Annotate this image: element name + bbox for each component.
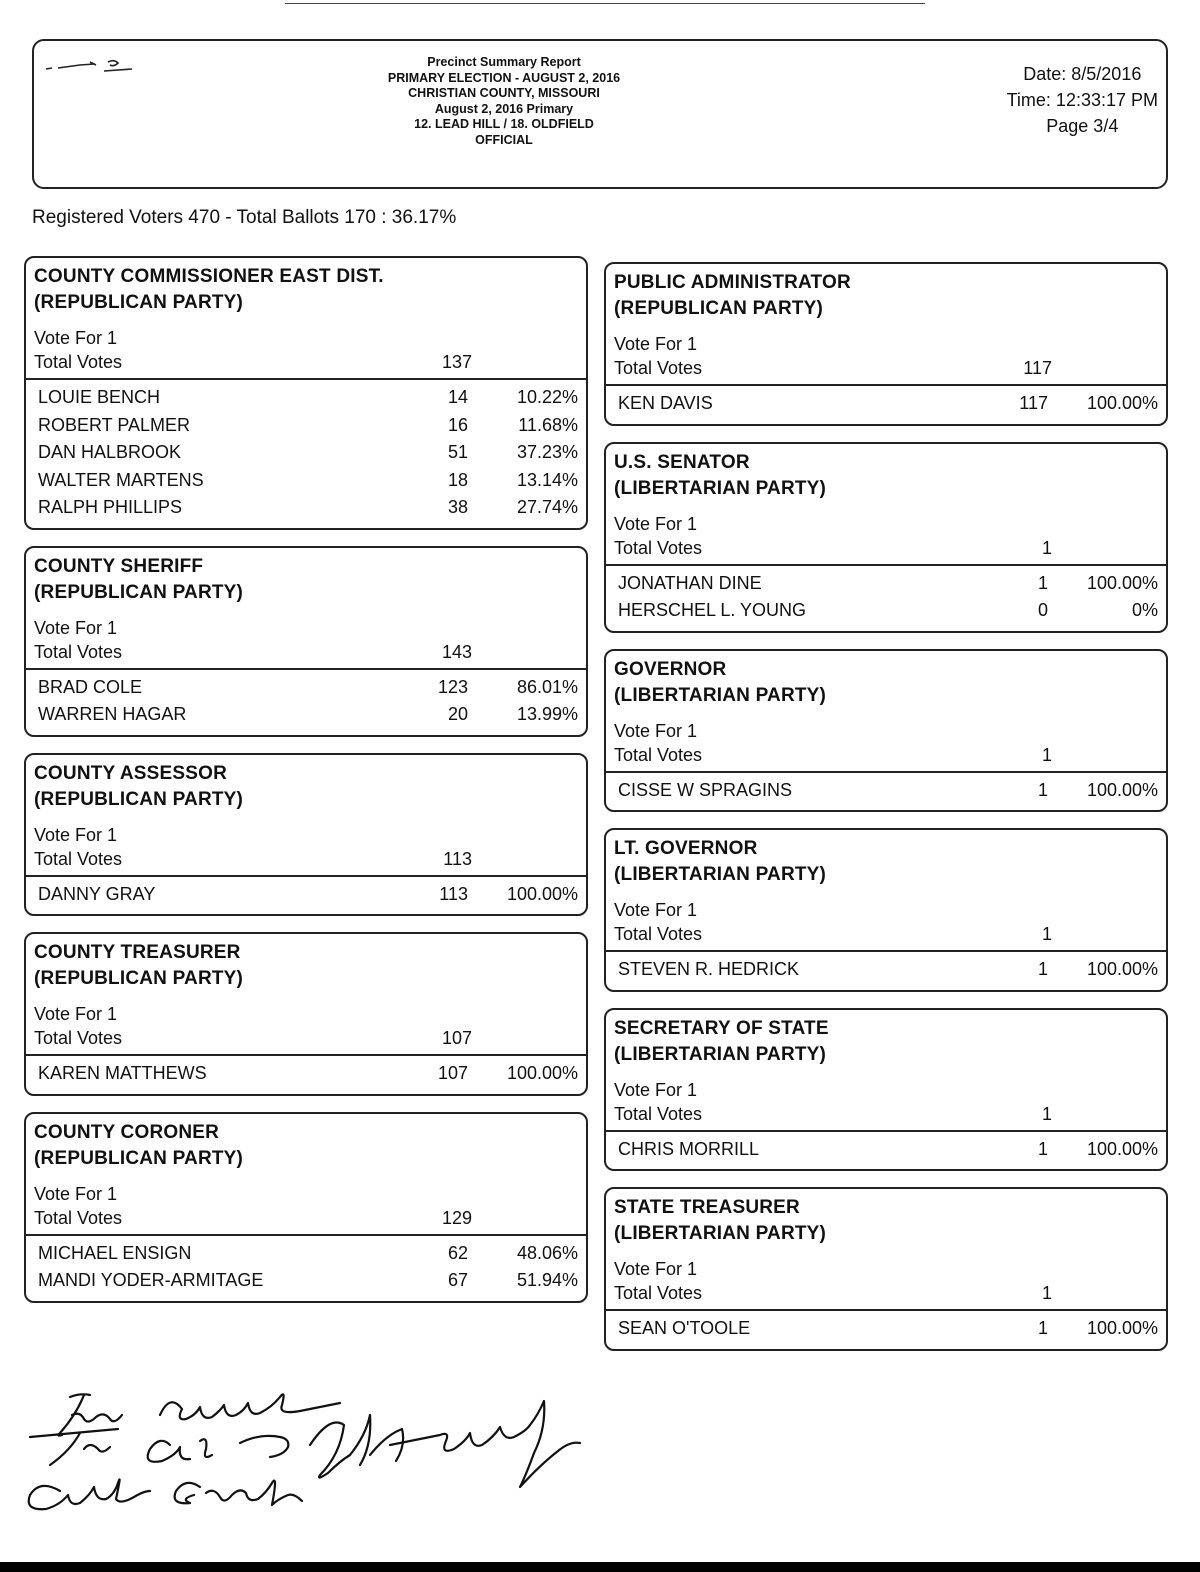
vote-for-label: Vote For 1 <box>34 1004 118 1024</box>
total-votes-row <box>614 536 1158 564</box>
candidate-percent: 100.00% <box>1086 959 1158 979</box>
candidate-votes: 1 <box>1037 572 1048 593</box>
candidate-row <box>38 384 578 412</box>
total-votes-row <box>34 847 578 875</box>
candidate-row <box>38 1240 578 1268</box>
vote-for-label: Vote For 1 <box>614 1259 698 1279</box>
candidate-row <box>38 674 578 702</box>
candidate-name: MANDI YODER-ARMITAGE <box>38 1270 264 1290</box>
left-race-column <box>24 256 588 1319</box>
race-header <box>26 548 586 668</box>
candidate-row <box>618 390 1158 418</box>
race-party: (REPUBLICAN PARTY) <box>34 1147 244 1169</box>
candidate-list <box>26 1234 586 1301</box>
race-box <box>24 753 588 917</box>
candidate-name: WARREN HAGAR <box>38 704 187 724</box>
race-box <box>604 1008 1168 1172</box>
race-box <box>604 649 1168 813</box>
candidate-name: JONATHAN DINE <box>618 572 762 593</box>
race-header <box>26 258 586 378</box>
official-status: OFFICIAL <box>475 132 533 147</box>
candidate-row <box>38 439 578 467</box>
race-party: (REPUBLICAN PARTY) <box>34 968 244 989</box>
race-box <box>604 442 1168 633</box>
candidate-list <box>606 1130 1166 1170</box>
total-votes-row <box>614 1102 1158 1130</box>
candidate-percent: 51.94% <box>516 1270 578 1290</box>
candidate-row <box>618 956 1158 984</box>
county-name: CHRISTIAN COUNTY, MISSOURI <box>408 86 600 100</box>
candidate-votes: 67 <box>447 1270 468 1290</box>
candidate-name: WALTER MARTENS <box>38 469 204 490</box>
candidate-percent: 100.00% <box>1086 1318 1158 1338</box>
vote-for-label: Vote For 1 <box>614 513 698 534</box>
candidate-row <box>38 1267 578 1295</box>
total-votes-label: Total Votes <box>614 1283 703 1303</box>
report-date: Date: 8/5/2016 <box>1023 64 1142 84</box>
total-votes-value: 107 <box>441 1028 472 1048</box>
right-race-column <box>604 262 1168 1367</box>
candidate-percent: 86.01% <box>516 676 578 697</box>
corner-scribble-mark <box>42 51 142 81</box>
race-header <box>606 444 1166 564</box>
candidate-votes: 113 <box>439 883 468 904</box>
candidate-name: KAREN MATTHEWS <box>38 1063 207 1083</box>
race-box <box>604 262 1168 426</box>
total-votes-value: 113 <box>443 848 472 869</box>
candidate-name: CISSE W SPRAGINS <box>618 779 793 800</box>
total-votes-label: Total Votes <box>614 924 703 944</box>
candidate-percent: 48.06% <box>516 1242 578 1263</box>
registered-voters-summary: Registered Voters 470 - Total Ballots 170 : 36.17% <box>32 207 457 228</box>
total-votes-value: 129 <box>441 1207 472 1228</box>
vote-for-label: Vote For 1 <box>34 1183 118 1204</box>
candidate-votes: 51 <box>447 442 468 462</box>
candidate-row <box>618 1315 1158 1343</box>
total-votes-row <box>614 922 1158 950</box>
total-votes-row <box>34 1206 578 1234</box>
race-box <box>24 1112 588 1303</box>
candidate-percent: 13.14% <box>516 469 578 490</box>
candidate-row <box>38 881 578 909</box>
race-title: STATE TREASURER <box>614 1197 800 1218</box>
candidate-votes: 1 <box>1037 959 1048 979</box>
total-votes-label: Total Votes <box>614 537 703 558</box>
total-votes-row <box>34 350 578 378</box>
candidate-name: SEAN O'TOOLE <box>618 1318 751 1338</box>
total-votes-label: Total Votes <box>614 358 703 378</box>
total-votes-value: 137 <box>441 352 472 372</box>
vote-for-label: Vote For 1 <box>614 1079 698 1100</box>
total-votes-label: Total Votes <box>614 1103 703 1124</box>
race-title: SECRETARY OF STATE <box>614 1017 829 1039</box>
candidate-name: MICHAEL ENSIGN <box>38 1242 192 1263</box>
race-title: GOVERNOR <box>614 658 727 680</box>
race-header <box>606 651 1166 771</box>
race-header <box>26 934 586 1054</box>
candidate-votes: 1 <box>1037 1318 1048 1338</box>
vote-for-label: Vote For 1 <box>614 720 698 741</box>
race-title: COUNTY CORONER <box>34 1121 220 1143</box>
candidate-votes: 16 <box>447 414 468 435</box>
candidate-row <box>38 701 578 729</box>
total-votes-row <box>614 1281 1158 1309</box>
candidate-percent: 100.00% <box>1086 393 1158 413</box>
candidate-votes: 1 <box>1037 779 1048 800</box>
total-votes-value: 143 <box>441 641 472 662</box>
candidate-row <box>38 494 578 522</box>
vote-for-label: Vote For 1 <box>614 334 698 354</box>
candidate-percent: 100.00% <box>1086 1138 1158 1159</box>
race-party: (LIBERTARIAN PARTY) <box>614 1223 827 1244</box>
candidate-name: BRAD COLE <box>38 676 143 697</box>
candidate-votes: 0 <box>1037 600 1048 620</box>
race-header <box>606 1189 1166 1309</box>
candidate-row <box>618 1136 1158 1164</box>
candidate-percent: 0% <box>1131 600 1158 620</box>
candidate-percent: 27.74% <box>516 497 578 517</box>
race-title: U.S. SENATOR <box>614 451 750 473</box>
race-box <box>604 1187 1168 1351</box>
race-header <box>606 1010 1166 1130</box>
race-party: (LIBERTARIAN PARTY) <box>614 1043 827 1065</box>
candidate-percent: 100.00% <box>506 883 578 904</box>
race-header <box>606 830 1166 950</box>
vote-for-label: Vote For 1 <box>34 617 118 638</box>
candidate-list <box>26 668 586 735</box>
candidate-list <box>26 875 586 915</box>
report-header <box>32 39 1168 189</box>
bottom-rule <box>0 1562 1200 1572</box>
candidate-percent: 100.00% <box>1086 779 1158 800</box>
total-votes-label: Total Votes <box>614 744 703 765</box>
report-title: Precinct Summary Report <box>427 55 581 69</box>
race-title: COUNTY TREASURER <box>34 942 241 963</box>
report-time: Time: 12:33:17 PM <box>1006 90 1158 110</box>
candidate-name: CHRIS MORRILL <box>618 1138 760 1159</box>
candidate-name: KEN DAVIS <box>618 393 713 413</box>
candidate-votes: 20 <box>447 704 468 724</box>
candidate-row <box>38 1060 578 1088</box>
race-box <box>24 256 588 530</box>
race-box <box>24 932 588 1096</box>
candidate-votes: 14 <box>447 387 468 407</box>
candidate-votes: 117 <box>1019 393 1048 413</box>
race-party: (REPUBLICAN PARTY) <box>34 581 244 603</box>
total-votes-row <box>614 356 1158 384</box>
race-title: COUNTY ASSESSOR <box>34 762 228 784</box>
race-title: COUNTY SHERIFF <box>34 555 204 577</box>
race-title: COUNTY COMMISSIONER EAST DIST. <box>34 266 384 287</box>
candidate-list <box>606 771 1166 811</box>
candidate-list <box>606 564 1166 631</box>
vote-for-label: Vote For 1 <box>34 328 118 348</box>
candidate-votes: 38 <box>447 497 468 517</box>
candidate-name: STEVEN R. HEDRICK <box>618 959 800 979</box>
candidate-votes: 123 <box>437 676 468 697</box>
candidate-name: HERSCHEL L. YOUNG <box>618 600 807 620</box>
candidate-percent: 13.99% <box>516 704 578 724</box>
candidate-votes: 1 <box>1037 1138 1048 1159</box>
report-meta <box>1007 61 1158 139</box>
total-votes-label: Total Votes <box>34 1207 123 1228</box>
total-votes-label: Total Votes <box>34 641 123 662</box>
candidate-row <box>38 412 578 440</box>
candidate-percent: 37.23% <box>516 442 578 462</box>
candidate-percent: 11.68% <box>518 414 578 435</box>
candidate-percent: 100.00% <box>506 1063 578 1083</box>
race-header <box>26 1114 586 1234</box>
candidate-row <box>38 467 578 495</box>
candidate-row <box>618 597 1158 625</box>
race-box <box>24 546 588 737</box>
race-party: (LIBERTARIAN PARTY) <box>614 864 827 885</box>
candidate-name: RALPH PHILLIPS <box>38 497 183 517</box>
candidate-list <box>26 1054 586 1094</box>
candidate-row <box>618 777 1158 805</box>
candidate-list <box>606 1309 1166 1349</box>
total-votes-value: 1 <box>1041 924 1052 944</box>
total-votes-label: Total Votes <box>34 352 123 372</box>
report-title-block <box>314 55 694 148</box>
handwritten-signatures <box>10 1375 610 1555</box>
race-header <box>26 755 586 875</box>
total-votes-value: 1 <box>1041 537 1052 558</box>
candidate-percent: 100.00% <box>1086 572 1158 593</box>
candidate-list <box>26 378 586 528</box>
primary-name: August 2, 2016 Primary <box>434 101 574 116</box>
race-party: (LIBERTARIAN PARTY) <box>614 684 827 706</box>
race-header <box>606 264 1166 384</box>
candidate-list <box>606 384 1166 424</box>
top-rule <box>285 3 925 4</box>
race-title: PUBLIC ADMINISTRATOR <box>614 272 851 293</box>
vote-for-label: Vote For 1 <box>614 900 698 920</box>
total-votes-row <box>34 640 578 668</box>
total-votes-label: Total Votes <box>34 1028 123 1048</box>
total-votes-label: Total Votes <box>34 848 123 869</box>
candidate-votes: 18 <box>447 469 468 490</box>
race-party: (REPUBLICAN PARTY) <box>614 298 824 319</box>
election-name: PRIMARY ELECTION - AUGUST 2, 2016 <box>387 70 621 85</box>
total-votes-value: 117 <box>1023 358 1052 378</box>
candidate-name: DAN HALBROOK <box>38 442 182 462</box>
candidate-name: ROBERT PALMER <box>38 414 191 435</box>
race-party: (REPUBLICAN PARTY) <box>34 788 244 810</box>
race-box <box>604 828 1168 992</box>
candidate-percent: 10.22% <box>516 387 578 407</box>
total-votes-value: 1 <box>1041 1283 1052 1303</box>
race-party: (REPUBLICAN PARTY) <box>34 292 244 313</box>
candidate-row <box>618 570 1158 598</box>
total-votes-row <box>614 743 1158 771</box>
total-votes-row <box>34 1026 578 1054</box>
candidate-votes: 62 <box>447 1242 468 1263</box>
total-votes-value: 1 <box>1041 744 1052 765</box>
candidate-votes: 107 <box>437 1063 468 1083</box>
vote-for-label: Vote For 1 <box>34 824 118 845</box>
race-party: (LIBERTARIAN PARTY) <box>614 477 827 499</box>
page-number: Page 3/4 <box>1046 116 1119 136</box>
precinct-name: 12. LEAD HILL / 18. OLDFIELD <box>414 117 594 131</box>
total-votes-value: 1 <box>1041 1103 1052 1124</box>
candidate-name: LOUIE BENCH <box>38 387 161 407</box>
candidate-name: DANNY GRAY <box>38 883 156 904</box>
candidate-list <box>606 950 1166 990</box>
race-title: LT. GOVERNOR <box>614 838 758 859</box>
